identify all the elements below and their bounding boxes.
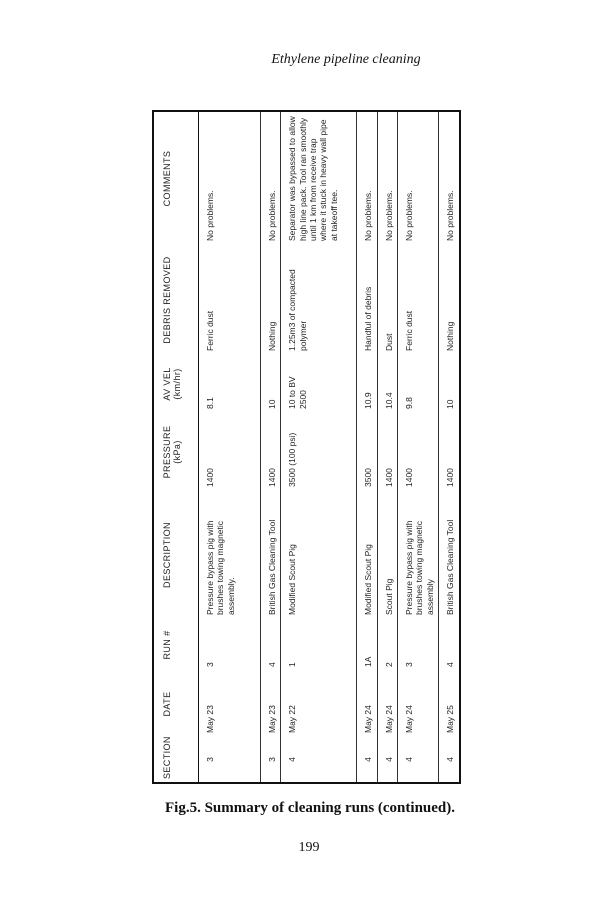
cell-pressure: 1400 bbox=[439, 413, 460, 491]
cell-comments: No problems. bbox=[261, 111, 281, 245]
cell-section: 4 bbox=[357, 737, 377, 783]
cell-description: British Gas Cleaning Tool bbox=[261, 491, 281, 619]
cell-description: Modified Scout Pig bbox=[357, 491, 377, 619]
table-header-row bbox=[153, 111, 199, 783]
cell-section: 4 bbox=[439, 737, 460, 783]
cell-av-vel: 8.1 bbox=[199, 355, 261, 413]
cell-run: 1 bbox=[281, 619, 357, 671]
cell-pressure: 1400 bbox=[261, 413, 281, 491]
cell-pressure: 3500 bbox=[357, 413, 377, 491]
cell-debris: Nothing bbox=[261, 245, 281, 355]
header-date: DATE bbox=[153, 671, 199, 737]
cell-debris: Nothing bbox=[439, 245, 460, 355]
cell-description: Pressure bypass pig with brushes towing magnetic assembly. bbox=[199, 491, 261, 619]
header-pressure bbox=[153, 413, 199, 491]
cell-description: Modified Scout Pig bbox=[281, 491, 357, 619]
header-av-vel bbox=[153, 355, 199, 413]
rotated-table-frame bbox=[152, 112, 456, 784]
header-pressure-label: PRESSURE bbox=[162, 425, 172, 479]
cell-date: May 22 bbox=[281, 671, 357, 737]
running-head: Ethylene pipeline cleaning bbox=[271, 52, 421, 67]
cell-section: 4 bbox=[281, 737, 357, 783]
cell-run: 4 bbox=[261, 619, 281, 671]
header-av-vel-label: AV VEL bbox=[162, 367, 172, 401]
cell-debris: Dust bbox=[377, 245, 397, 355]
header-pressure-unit: (kPa) bbox=[172, 440, 182, 464]
header-section: SECTION bbox=[153, 737, 199, 783]
cell-run: 3 bbox=[398, 619, 439, 671]
cell-comments: No problems. bbox=[439, 111, 460, 245]
cell-run: 3 bbox=[199, 619, 261, 671]
cell-debris: Ferric dust bbox=[199, 245, 261, 355]
cell-date: May 25 bbox=[439, 671, 460, 737]
cell-date: May 24 bbox=[357, 671, 377, 737]
cell-av-vel: 10 bbox=[439, 355, 460, 413]
cell-section: 4 bbox=[398, 737, 439, 783]
cell-comments: No problems. bbox=[377, 111, 397, 245]
cell-date: May 23 bbox=[199, 671, 261, 737]
table-row bbox=[377, 111, 397, 783]
cell-pressure: 1400 bbox=[377, 413, 397, 491]
cell-av-vel: 10.4 bbox=[377, 355, 397, 413]
figure-caption: Fig.5. Summary of cleaning runs (continued). bbox=[164, 800, 455, 816]
cell-av-vel: 10 bbox=[261, 355, 281, 413]
cell-section: 3 bbox=[261, 737, 281, 783]
cell-date: May 23 bbox=[261, 671, 281, 737]
cell-pressure: 3500 (100 psi) bbox=[281, 413, 357, 491]
table-row bbox=[261, 111, 281, 783]
cell-comments: Separator was bypassed to allow high line pack. Tool ran smoothly until 1 km from receive trap where it stuck in heavy wall pipe at takeoff tee. bbox=[281, 111, 357, 245]
cell-av-vel: 9.8 bbox=[398, 355, 439, 413]
header-comments: COMMENTS bbox=[153, 111, 199, 245]
table-row bbox=[357, 111, 377, 783]
cell-comments: No problems. bbox=[199, 111, 261, 245]
table-row bbox=[281, 111, 357, 783]
cell-description: Scout Pig bbox=[377, 491, 397, 619]
cell-debris: Handful of debris bbox=[357, 245, 377, 355]
table-row bbox=[398, 111, 439, 783]
table-row bbox=[199, 111, 261, 783]
cell-debris: 1.25m3 of compacted polymer bbox=[281, 245, 357, 355]
cell-description: British Gas Cleaning Tool bbox=[439, 491, 460, 619]
cell-debris: Ferric dust bbox=[398, 245, 439, 355]
header-description: DESCRIPTION bbox=[153, 491, 199, 619]
cell-av-vel: 10.9 bbox=[357, 355, 377, 413]
cell-run: 4 bbox=[439, 619, 460, 671]
cell-date: May 24 bbox=[398, 671, 439, 737]
rotated-table bbox=[152, 112, 456, 784]
table-row bbox=[439, 111, 460, 783]
cell-run: 1A bbox=[357, 619, 377, 671]
header-run: RUN # bbox=[153, 619, 199, 671]
header-av-vel-unit: (km/hr) bbox=[172, 368, 182, 400]
cell-av-vel: 10 to BV 2500 bbox=[281, 355, 357, 413]
header-debris: DEBRIS REMOVED bbox=[153, 245, 199, 355]
cell-date: May 24 bbox=[377, 671, 397, 737]
cell-section: 3 bbox=[199, 737, 261, 783]
cleaning-runs-table bbox=[152, 110, 461, 784]
cell-pressure: 1400 bbox=[199, 413, 261, 491]
cell-comments: No problems. bbox=[398, 111, 439, 245]
cell-run: 2 bbox=[377, 619, 397, 671]
cell-section: 4 bbox=[377, 737, 397, 783]
cell-description: Pressure bypass pig with brushes towing magnetic assembly bbox=[398, 491, 439, 619]
cell-comments: No problems. bbox=[357, 111, 377, 245]
cell-pressure: 1400 bbox=[398, 413, 439, 491]
page-number: 199 bbox=[298, 840, 320, 855]
